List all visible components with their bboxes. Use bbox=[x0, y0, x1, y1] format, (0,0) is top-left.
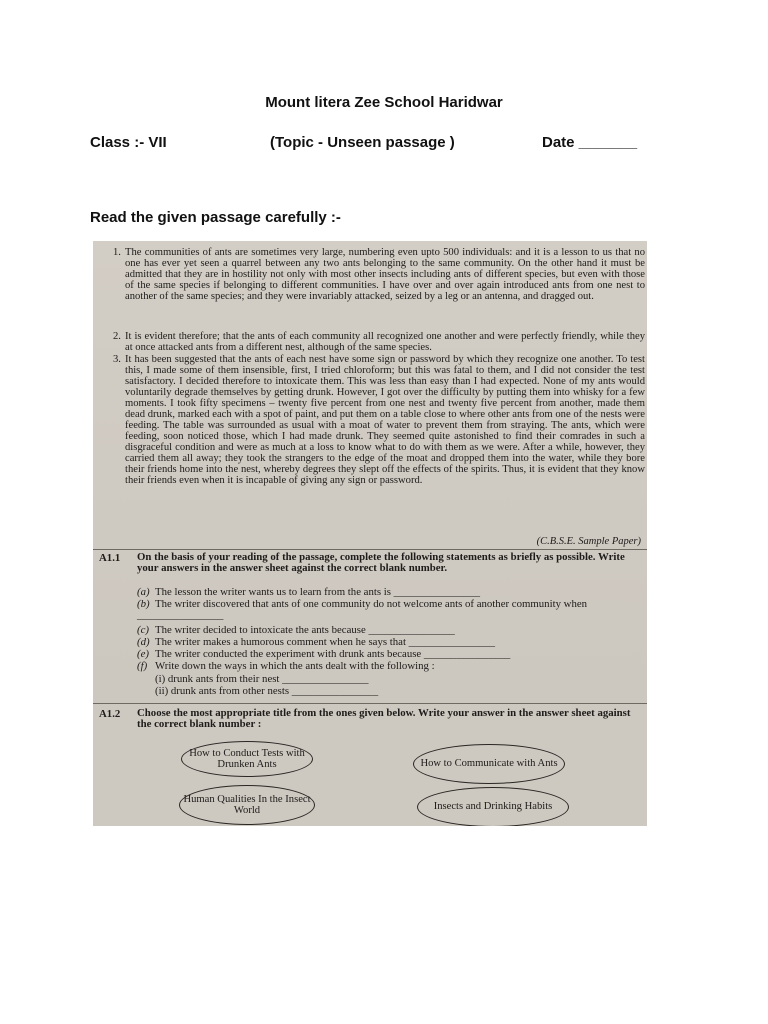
paragraph-text: It is evident therefore; that the ants of each community all recognized one another and were perfectly friendly, while they at once attacked ants from a different nest, although of the same species. bbox=[125, 331, 645, 353]
paragraph-number: 2. bbox=[113, 331, 121, 342]
title-option: How to Conduct Tests with Drunken Ants bbox=[181, 741, 313, 777]
class-label: Class :- VII bbox=[90, 134, 167, 151]
instruction-text: Read the given passage carefully :- bbox=[90, 209, 341, 226]
question-subitem: (ii) drunk ants from other nests ________________ bbox=[155, 685, 379, 697]
paragraph-2 bbox=[113, 331, 645, 353]
school-title: Mount litera Zee School Haridwar bbox=[265, 94, 503, 111]
paragraph-number: 3. bbox=[113, 354, 121, 365]
topic-label: (Topic - Unseen passage ) bbox=[270, 134, 455, 151]
question-item: (b) The writer discovered that ants of one community do not welcome ants of another community when ________________ bbox=[137, 598, 588, 621]
question-intro: On the basis of your reading of the passage, complete the following statements as briefly as possible. Write your answers in the answer sheet against the correct blank number. bbox=[137, 551, 625, 574]
divider bbox=[93, 549, 647, 550]
date-label: Date _______ bbox=[542, 134, 638, 151]
question-subitem: (i) drunk ants from their nest ________________ bbox=[155, 673, 369, 685]
title-option: Insects and Drinking Habits bbox=[417, 787, 569, 826]
paragraph-text: The communities of ants are sometimes very large, numbering even upto 500 individuals: and it is a lesson to us that no one has ever yet seen a quarrel between any two ants belonging to the same community. On the other hand it must be admitted that they are in hostility not only with most other insects including ants of different species, but even with those of the same species if belonging to different communities. I have over and over again introduced ants from one nest to another of the same species; and they were invariably attacked, seized by a leg or an antenna, and dragged out. bbox=[125, 247, 645, 302]
paragraph-1 bbox=[113, 247, 645, 302]
title-option: Human Qualities In the Insect World bbox=[179, 785, 315, 825]
question-item: (d) The writer makes a humorous comment when he says that ________________ bbox=[137, 636, 496, 648]
question-item: (c) The writer decided to intoxicate the ants because ________________ bbox=[137, 624, 455, 636]
source-citation: (C.B.S.E. Sample Paper) bbox=[536, 536, 641, 547]
question-label: A1.2 bbox=[99, 708, 121, 720]
paragraph-text: It has been suggested that the ants of each nest have some sign or password by which they recognize one another. To test this, I made some of them insensible, first, I tried chloroform; but this was fatal to them, and I did not consider the test satisfactory. I decided therefore to intoxicate them. This was less than easy than I had expected. None of my ants would voluntarily degrade themselves by getting drunk. However, I got over the difficulty by putting them into whisky for a few moments. I took fifty specimens – twenty five percent from one nest and twenty five percent from another, made them dead drunk, marked each with a spot of paint, and put them on a table close to where other ants from one of the nests were feeding. The table was surrounded as usual with a moat of water to prevent them from straying. The ants, which were feeding, soon noticed those, which I had made drunk. They seemed quite astonished to find their comrades in such a disgraceful condition and were as much at a loss to know what to do with them as we were. After a while, however, they carried them all away; they took the strangers to the edge of the moat and dropped them into the water, while they bore their friends home into the nest, whereby degrees they slept off the effects of the spirits. Thus, it is evident that they know their friends even when it is incapable of giving any sign or password. bbox=[125, 354, 645, 486]
question-item: (e) The writer conducted the experiment with drunk ants because ________________ bbox=[137, 648, 511, 660]
question-item: (f) Write down the ways in which the ants dealt with the following : bbox=[137, 660, 435, 672]
title-option: How to Communicate with Ants bbox=[413, 744, 565, 784]
divider bbox=[93, 703, 647, 704]
scanned-passage bbox=[93, 241, 647, 826]
paragraph-3 bbox=[113, 354, 645, 486]
question-label: A1.1 bbox=[99, 552, 121, 564]
question-intro: Choose the most appropriate title from the ones given below. Write your answer in the answer sheet against the correct blank number : bbox=[137, 707, 631, 730]
question-item: (a) The lesson the writer wants us to learn from the ants is ________________ bbox=[137, 586, 481, 598]
paragraph-number: 1. bbox=[113, 247, 121, 258]
